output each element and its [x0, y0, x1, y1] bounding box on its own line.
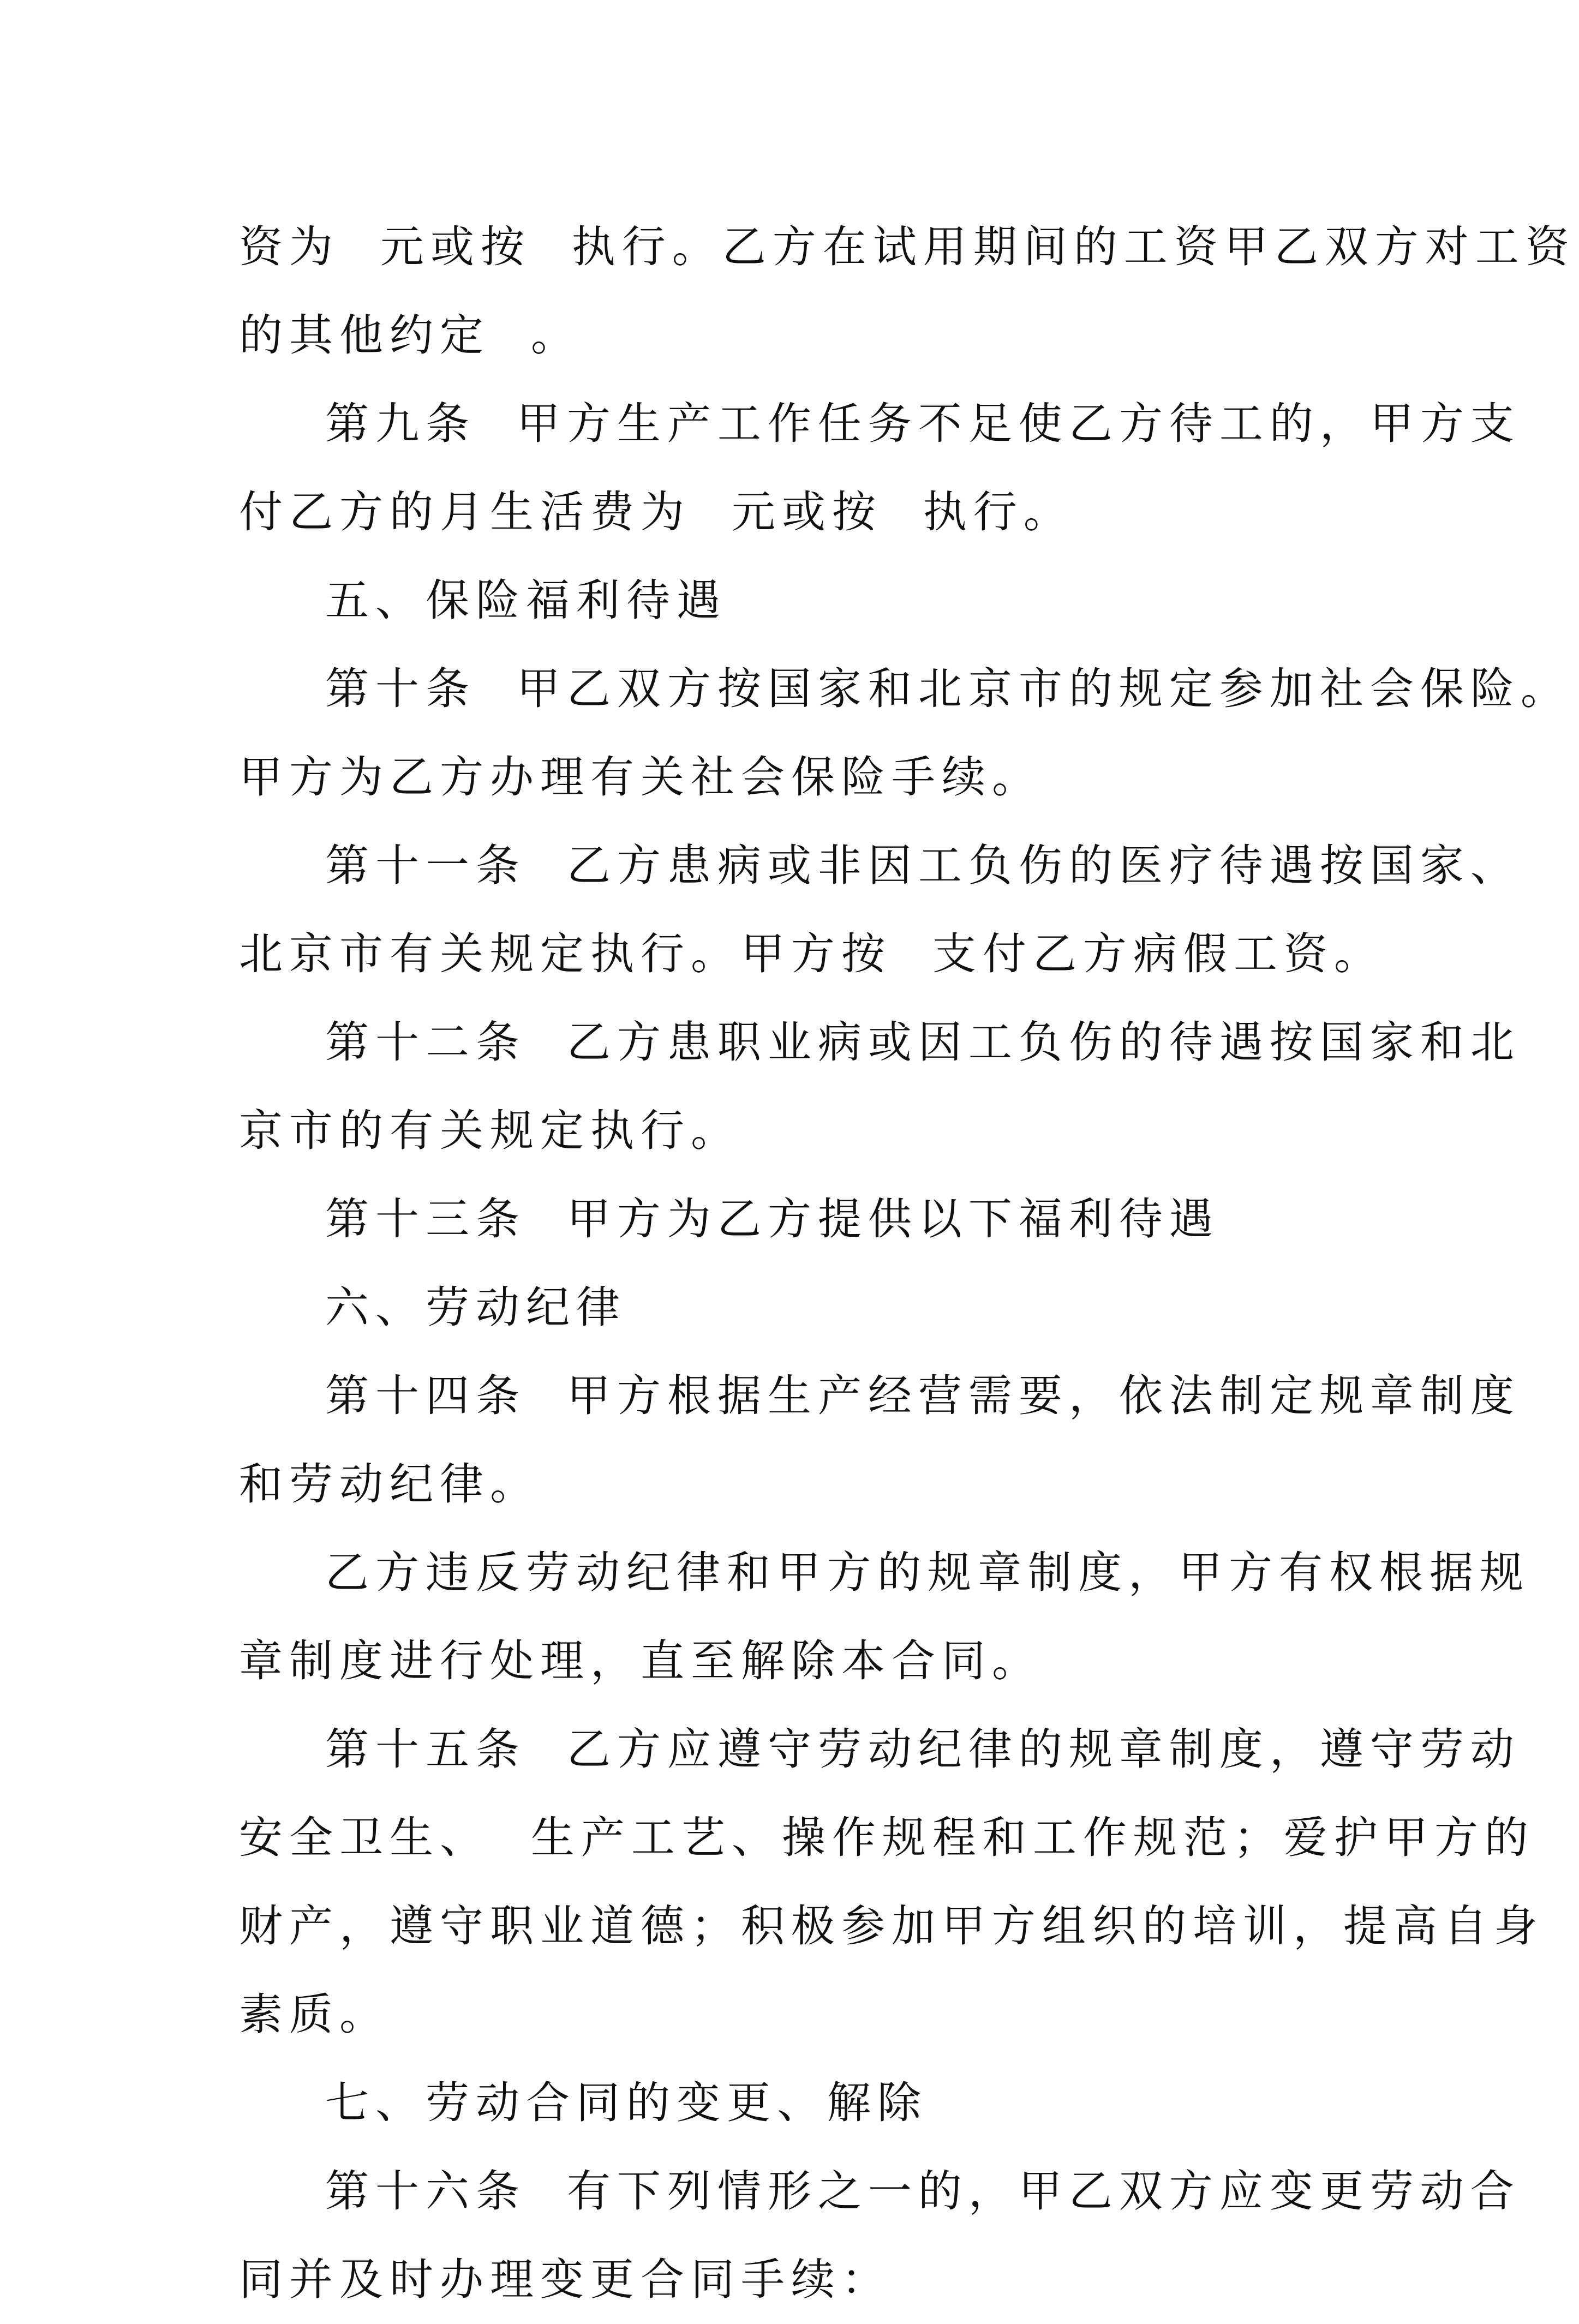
- text-line: 北京市有关规定执行。甲方按 支付乙方病假工资。: [239, 929, 1384, 979]
- text-line: 京市的有关规定执行。: [239, 1105, 741, 1156]
- text-line: 财产，遵守职业道德；积极参加甲方组织的培训，提高自身: [239, 1901, 1544, 1951]
- article-16: 第十六条 有下列情形之一的，甲乙双方应变更劳动合: [325, 2166, 1521, 2217]
- text-line: 同并及时办理变更合同手续：: [239, 2254, 892, 2305]
- text-line: 付乙方的月生活费为 元或按 执行。: [239, 487, 1074, 537]
- text-line: 安全卫生、 生产工艺、操作规程和工作规范；爱护甲方的: [239, 1812, 1535, 1863]
- article-14: 第十四条 甲方根据生产经营需要，依法制定规章制度: [325, 1370, 1521, 1421]
- paragraph: 乙方违反劳动纪律和甲方的规章制度，甲方有权根据规: [325, 1547, 1530, 1598]
- text-line: 资为 元或按 执行。乙方在试用期间的工资甲乙双方对工资: [239, 221, 1576, 272]
- section-heading-5: 五、保险福利待遇: [325, 575, 727, 626]
- text-line: 的其他约定 。: [239, 310, 581, 361]
- text-line: 和劳动纪律。: [239, 1459, 540, 1510]
- text-line: 章制度进行处理，直至解除本合同。: [239, 1636, 1042, 1686]
- article-9: 第九条 甲方生产工作任务不足使乙方待工的，甲方支: [325, 398, 1521, 449]
- article-10: 第十条 甲乙双方按国家和北京市的规定参加社会保险。: [325, 663, 1571, 714]
- document-body: [239, 203, 1576, 2324]
- section-heading-6: 六、劳动纪律: [325, 1282, 626, 1333]
- article-12: 第十二条 乙方患职业病或因工负伤的待遇按国家和北: [325, 1017, 1521, 1068]
- article-15: 第十五条 乙方应遵守劳动纪律的规章制度，遵守劳动: [325, 1724, 1521, 1775]
- section-heading-7: 七、劳动合同的变更、解除: [325, 2077, 928, 2128]
- text-line: 素质。: [239, 1989, 390, 2040]
- text-line: 甲方为乙方办理有关社会保险手续。: [239, 752, 1042, 802]
- article-13: 第十三条 甲方为乙方提供以下福利待遇: [325, 1194, 1219, 1244]
- article-11: 第十一条 乙方患病或非因工负伤的医疗待遇按国家、: [325, 840, 1521, 891]
